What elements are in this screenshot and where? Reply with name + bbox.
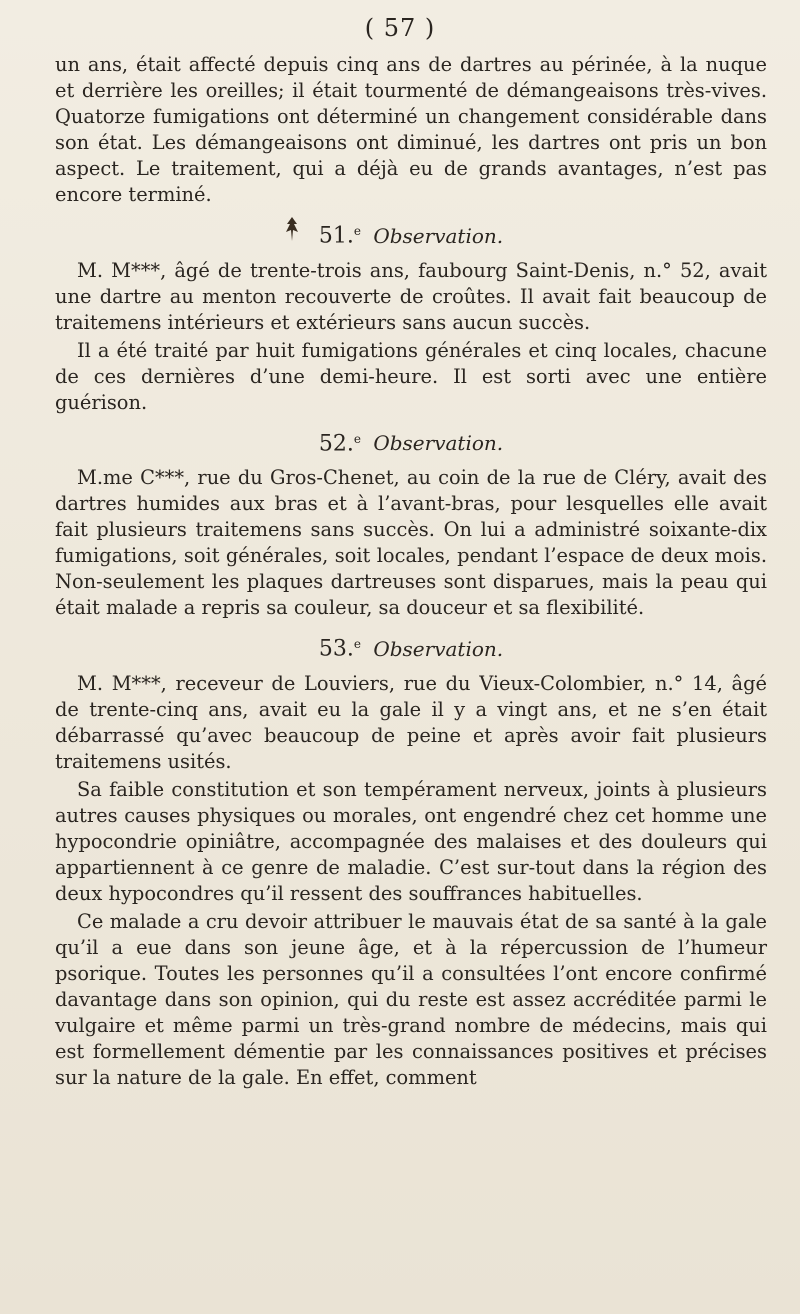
observation-heading-53 <box>55 631 767 663</box>
observation-number: 52. <box>318 431 354 457</box>
observation-title: Observation. <box>373 636 504 661</box>
observation-number: 53. <box>318 636 354 662</box>
page-body <box>55 52 767 1093</box>
observation-paragraph: M. M***, receveur de Louviers, rue du Vieux-Colombier, n.° 14, âgé de trente-cinq ans, avait eu la gale il y a vingt ans, et ne s’en était débarrassé qu’avec beaucoup de peine et après avoir fait plusieurs traitemens usités. <box>55 671 767 773</box>
printer-ornament-icon <box>285 216 299 242</box>
observation-title: Observation. <box>373 223 504 248</box>
observation-number: 51. <box>318 223 354 249</box>
observation-heading-52 <box>55 426 767 458</box>
observation-paragraph: Sa faible constitution et son tempérament nerveux, joints à plusieurs autres causes physiques ou morales, ont engendré chez cet homme une hypocondrie opiniâtre, accompagnée des malaises et des douleurs qui appartiennent à ce genre de maladie. C’est sur-tout dans la région des deux hypocondres qu’il ressent des souffrances habituelles. <box>55 777 767 905</box>
observation-heading-51 <box>55 218 767 250</box>
observation-number-sup: e <box>353 637 361 652</box>
observation-paragraph: Il a été traité par huit fumigations générales et cinq locales, chacune de ces dernières d’une demi-heure. Il est sorti avec une entière guérison. <box>55 338 767 414</box>
observation-paragraph: M.me C***, rue du Gros-Chenet, au coin de la rue de Cléry, avait des dartres humides aux bras et à l’avant-bras, pour lesquelles elle avait fait plusieurs traitemens sans succès. On lui a administré soixante-dix fumigations, soit générales, soit locales, pendant l’espace de deux mois. Non-seulement les plaques dartreuses sont disparues, mais la peau qui était malade a repris sa couleur, sa douceur et sa flexibilité. <box>55 466 767 620</box>
observation-paragraph: M. M***, âgé de trente-trois ans, faubourg Saint-Denis, n.° 52, avait une dartre au menton recouverte de croûtes. Il avait fait beaucoup de traitemens intérieurs et extérieurs sans aucun succès. <box>55 258 767 334</box>
observation-number-sup: e <box>353 224 361 238</box>
observation-title: Observation. <box>373 431 504 456</box>
intro-paragraph: un ans, était affecté depuis cinq ans de dartres au périnée, à la nuque et derrière les oreilles; il était tourmenté de démangeaisons très-vives. Quatorze fumigations ont déterminé un changement considérable dans son état. Les démangeaisons ont diminué, les dartres ont pris un bon aspect. Le traitement, qui a déjà eu de grands avantages, n’est pas encore terminé. <box>55 53 767 206</box>
page-number: ( 57 ) <box>364 14 436 42</box>
observation-paragraph: Ce malade a cru devoir attribuer le mauvais état de sa santé à la gale qu’il a eue dans son jeune âge, et à la répercussion de l’humeur psorique. Toutes les personnes qu’il a consultées l’ont encore confirmé davantage dans son opinion, qui du reste est assez accréditée parmi le vulgaire et même parmi un très-grand nombre de médecins, mais qui est formellement démentie par les connaissances positives et précises sur la nature de la gale. En effet, comment <box>55 909 767 1089</box>
observation-number-sup: e <box>353 431 361 446</box>
